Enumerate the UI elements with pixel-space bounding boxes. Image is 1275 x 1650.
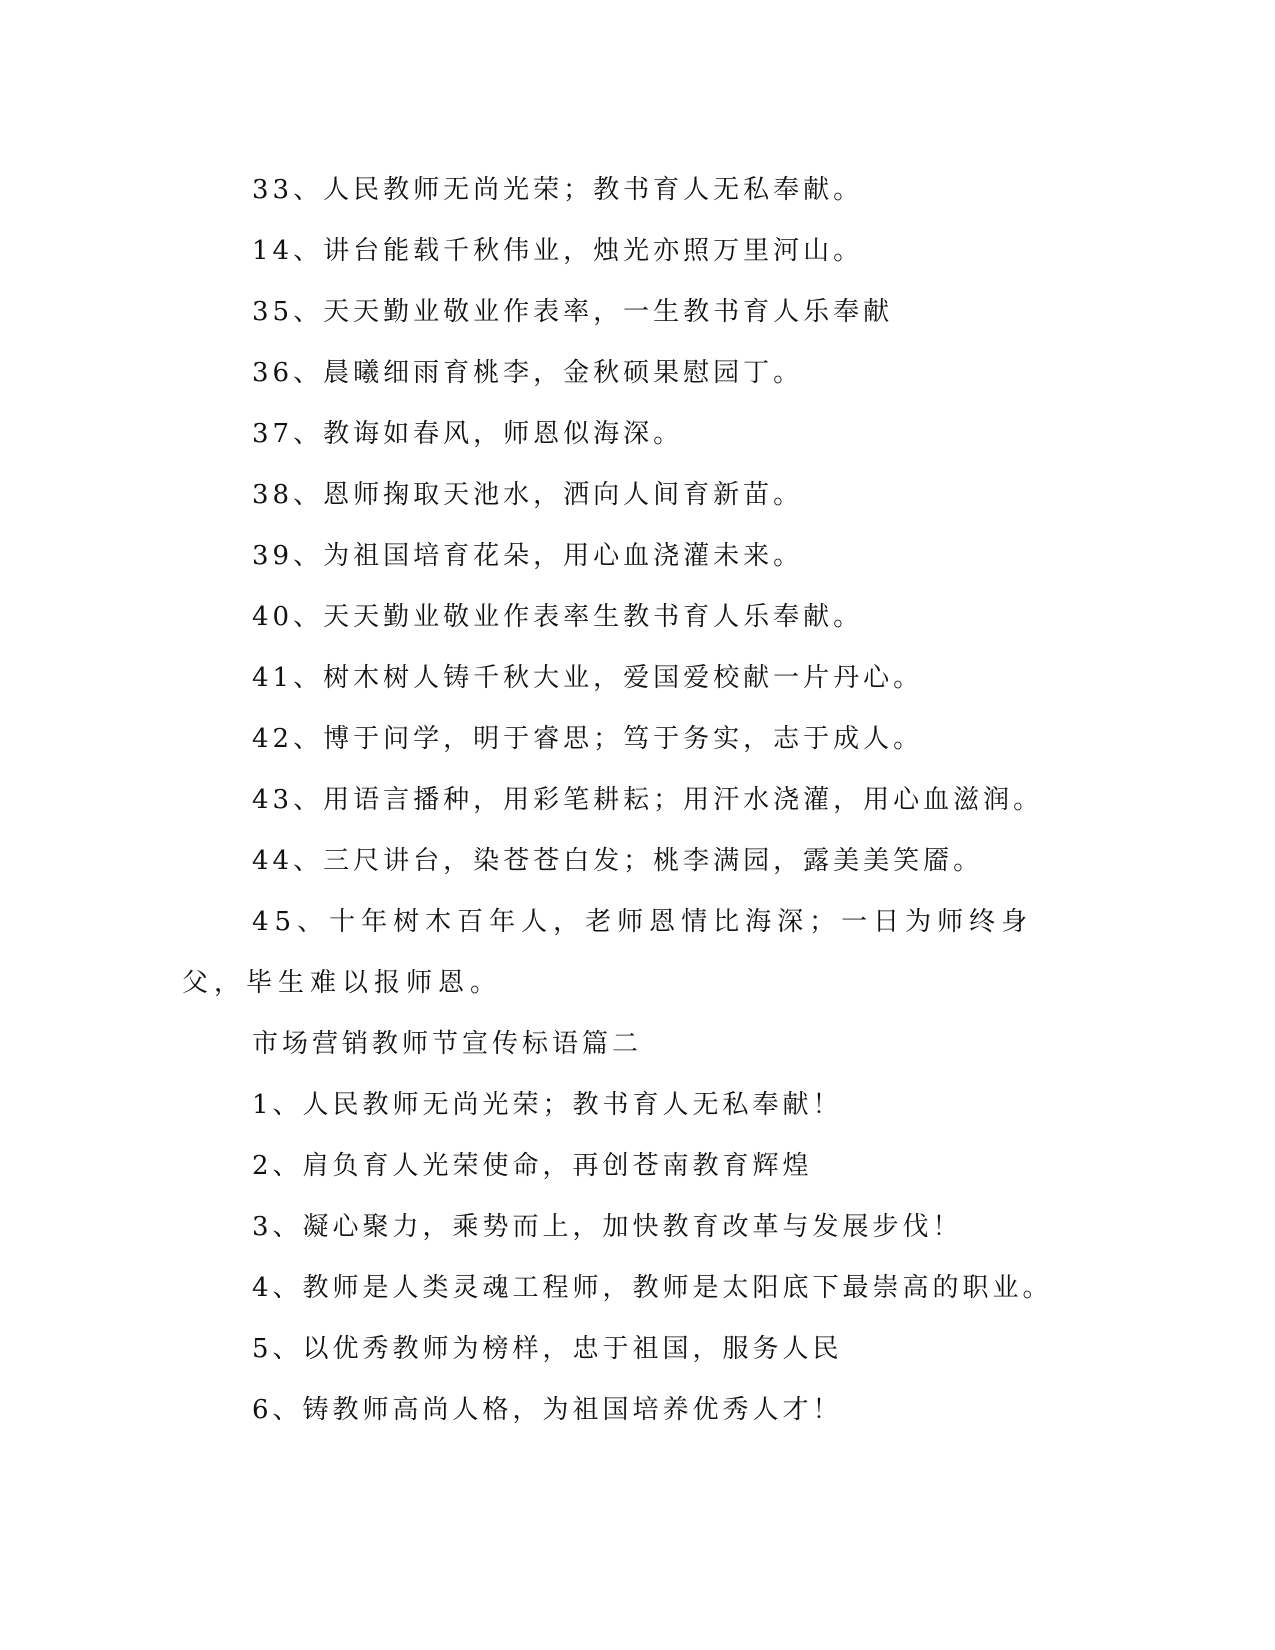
list-item: 1、人民教师无尚光荣；教书育人无私奉献！	[252, 1090, 843, 1120]
list-item: 36、晨曦细雨育桃李，金秋硕果慰园丁。	[252, 358, 804, 388]
list-item: 35、天天勤业敬业作表率，一生教书育人乐奉献	[252, 297, 894, 327]
list-item: 40、天天勤业敬业作表率生教书育人乐奉献。	[252, 602, 864, 632]
list-item: 44、三尺讲台，染苍苍白发；桃李满园，露美美笑靥。	[252, 846, 984, 876]
document-body	[182, 160, 1082, 1441]
list-item: 42、博于问学，明于睿思；笃于务实，志于成人。	[252, 724, 924, 754]
list-item: 33、人民教师无尚光荣；教书育人无私奉献。	[252, 175, 864, 205]
list-item: 43、用语言播种，用彩笔耕耘；用汗水浇灌，用心血滋润。	[252, 785, 1044, 815]
list-item: 6、铸教师高尚人格，为祖国培养优秀人才！	[252, 1395, 843, 1425]
list-item: 3、凝心聚力，乘势而上，加快教育改革与发展步伐！	[252, 1212, 963, 1242]
section-heading: 市场营销教师节宣传标语篇二	[252, 1029, 643, 1059]
list-item: 38、恩师掬取天池水，洒向人间育新苗。	[252, 480, 804, 510]
list-item: 4、教师是人类灵魂工程师，教师是太阳底下最崇高的职业。	[252, 1273, 1053, 1303]
list-item: 41、树木树人铸千秋大业，爱国爱校献一片丹心。	[252, 663, 924, 693]
list-item: 39、为祖国培育花朵，用心血浇灌未来。	[252, 541, 804, 571]
list-item: 5、以优秀教师为榜样，忠于祖国，服务人民	[252, 1334, 843, 1364]
list-item-long: 45、十年树木百年人，老师恩情比海深；一日为师终身父，毕生难以报师恩。	[182, 907, 1034, 998]
list-item: 2、肩负育人光荣使命，再创苍南教育辉煌	[252, 1151, 813, 1181]
list-item: 37、教诲如春风，师恩似海深。	[252, 419, 684, 449]
list-item: 14、讲台能载千秋伟业，烛光亦照万里河山。	[252, 236, 864, 266]
